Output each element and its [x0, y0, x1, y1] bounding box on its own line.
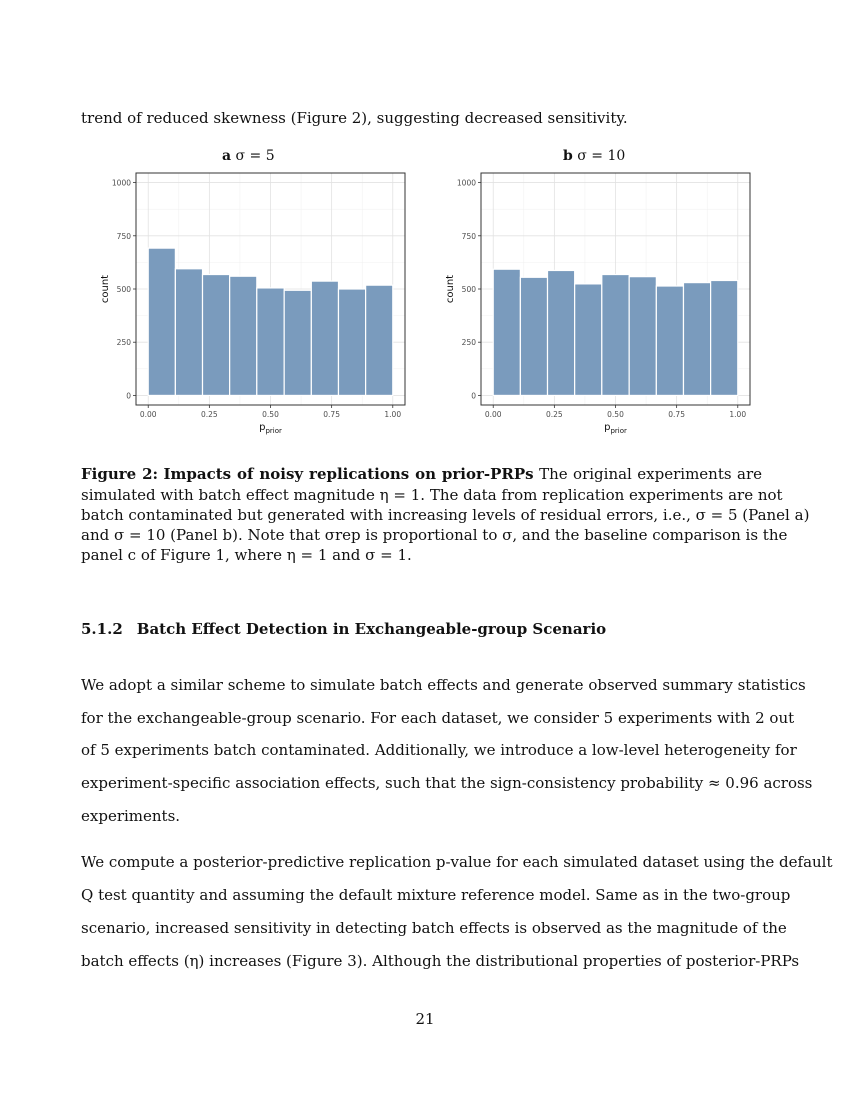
histogram-bar [284, 290, 311, 395]
histogram-bar [338, 289, 365, 395]
y-tick-label: 0 [126, 391, 131, 401]
caption-label: Figure 2: [81, 465, 159, 483]
para1-line-5: experiments. [81, 807, 181, 825]
x-tick-label: 0.50 [262, 410, 279, 419]
histogram-bar [493, 269, 520, 395]
caption-title: Impacts of noisy replications on prior-PRPs [163, 465, 534, 483]
para1-line-2: for the exchangeable-group scenario. For each dataset, we consider 5 experiments with 2 out [81, 709, 795, 727]
histogram-bar [175, 269, 202, 396]
x-tick-label: 0.00 [139, 410, 157, 419]
x-tick-label: 0.75 [668, 410, 685, 419]
x-axis-label: $p_{prior}$ [259, 422, 282, 435]
panel-b-sigma: σ = 10 [577, 148, 626, 164]
y-tick-label: 250 [116, 338, 131, 348]
panel-a-sigma: σ = 5 [235, 148, 275, 164]
caption-line-1 [81, 465, 762, 483]
histogram-bar [203, 275, 230, 396]
histogram-bar [629, 277, 656, 396]
histogram-panel-a [95, 165, 415, 440]
histogram-bar [520, 277, 547, 395]
panel-b-title [563, 148, 625, 164]
x-tick-label: 1.00 [729, 410, 747, 419]
histogram-bar [257, 288, 284, 395]
histogram-bar [148, 248, 175, 395]
caption-line-2: simulated with batch effect magnitude η = 1. The data from replication experiments are not [81, 486, 783, 504]
section-title: Batch Effect Detection in Exchangeable-group Scenario [136, 620, 607, 638]
histogram-bar [656, 286, 683, 395]
para1-line-4: experiment-specific association effects, such that the sign-consistency probability ≈ 0.96 across [81, 774, 813, 792]
x-tick-label: 0.25 [201, 410, 218, 419]
histogram-bar [602, 275, 629, 396]
y-tick-label: 500 [116, 285, 131, 294]
histogram-panel-b [440, 165, 760, 440]
y-tick-label: 750 [461, 231, 476, 241]
y-tick-label: 1000 [456, 178, 476, 188]
x-tick-label: 0.00 [484, 410, 502, 419]
para2-line-1: We compute a posterior-predictive replication p-value for each simulated dataset using the default [81, 853, 833, 871]
y-axis-label: count [100, 274, 111, 304]
section-heading [81, 620, 606, 638]
panel-b-letter: b [563, 148, 573, 164]
para1-line-3: of 5 experiments batch contaminated. Additionally, we introduce a low-level heterogeneity for [81, 741, 797, 759]
intro-text: trend of reduced skewness (Figure 2), suggesting decreased sensitivity. [81, 109, 628, 127]
page-number: 21 [415, 1010, 435, 1028]
x-tick-label: 0.50 [607, 410, 624, 419]
caption-line-5: panel c of Figure 1, where η = 1 and σ = 1. [81, 546, 412, 564]
para2-line-2: Q test quantity and assuming the default mixture reference model. Same as in the two-group [81, 886, 791, 904]
y-tick-label: 500 [461, 285, 476, 294]
caption-line-4: and σ = 10 (Panel b). Note that σrep is proportional to σ, and the baseline comparison is the [81, 526, 788, 544]
panel-a-title [222, 148, 275, 164]
histogram-bar [230, 276, 257, 395]
histogram-bar [548, 270, 575, 395]
y-tick-label: 1000 [111, 178, 131, 188]
x-axis-label: $p_{prior}$ [604, 422, 627, 435]
section-number: 5.1.2 [81, 620, 123, 638]
para1-line-1: We adopt a similar scheme to simulate batch effects and generate observed summary statistics [81, 676, 806, 694]
y-tick-label: 750 [116, 231, 131, 241]
para2-line-3: scenario, increased sensitivity in detecting batch effects is observed as the magnitude of the [81, 919, 787, 937]
caption-line-3: batch contaminated but generated with increasing levels of residual errors, i.e., σ = 5 (Panel a) [81, 506, 810, 524]
y-axis-label: count [445, 274, 456, 304]
caption-text-1: The original experiments are [539, 465, 762, 483]
x-tick-label: 0.75 [323, 410, 340, 419]
para2-line-4: batch effects (η) increases (Figure 3). Although the distributional properties of posterior-PRPs [81, 952, 800, 970]
panel-a-letter: a [222, 148, 232, 164]
y-tick-label: 0 [471, 391, 476, 401]
histogram-bar [366, 285, 393, 395]
x-tick-label: 0.25 [546, 410, 563, 419]
histogram-bar [311, 281, 338, 395]
histogram-bar [711, 280, 738, 395]
histogram-bar [575, 284, 602, 396]
x-tick-label: 1.00 [384, 410, 402, 419]
histogram-bar [683, 283, 710, 396]
y-tick-label: 250 [461, 338, 476, 348]
